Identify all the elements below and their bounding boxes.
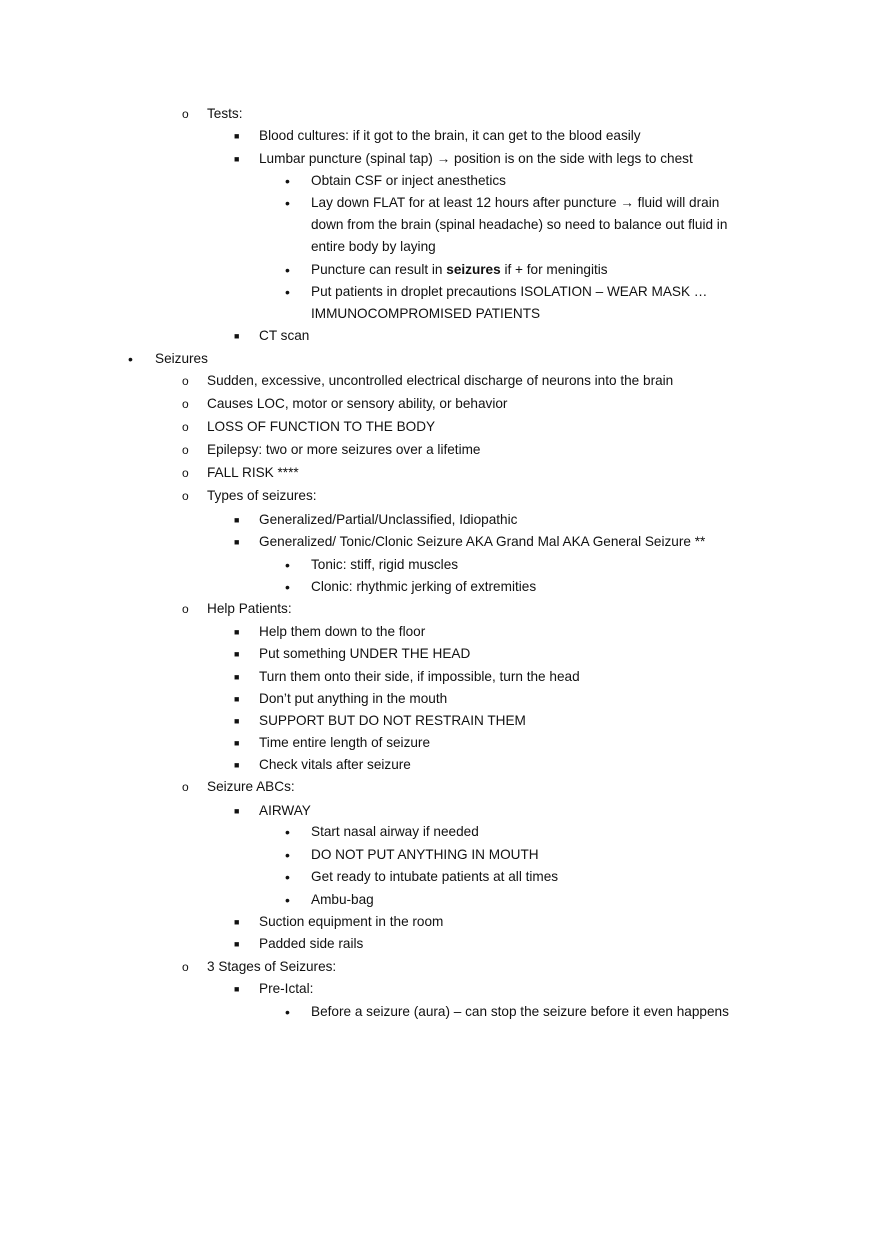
bullet-icon: • bbox=[285, 869, 290, 885]
text-segment: down from the brain (spinal headache) so need to balance out fluid in bbox=[311, 217, 728, 232]
text-segment: Get ready to intubate patients at all times bbox=[311, 869, 559, 884]
list-item-text bbox=[311, 236, 436, 258]
bullet-icon: ■ bbox=[234, 154, 240, 164]
bullet-icon: o bbox=[182, 466, 189, 480]
bullet-icon: o bbox=[182, 780, 189, 794]
bullet-icon: ■ bbox=[234, 515, 240, 525]
text-segment: Seizure ABCs: bbox=[207, 779, 295, 794]
list-item-text bbox=[259, 125, 641, 147]
list-item-text bbox=[259, 531, 705, 553]
list-item-text bbox=[207, 956, 336, 978]
list-item-text bbox=[259, 325, 309, 347]
bullet-icon: ■ bbox=[234, 537, 240, 547]
text-segment: Generalized/Partial/Unclassified, Idiopathic bbox=[259, 512, 518, 527]
text-segment: LOSS OF FUNCTION TO THE BODY bbox=[207, 419, 436, 434]
bullet-icon: • bbox=[285, 824, 290, 840]
text-segment: Check vitals after seizure bbox=[259, 757, 411, 772]
list-item-text bbox=[311, 1001, 729, 1023]
list-item-text bbox=[259, 978, 313, 1000]
bullet-icon: ■ bbox=[234, 627, 240, 637]
list-item-text bbox=[259, 148, 693, 170]
bullet-icon: o bbox=[182, 397, 189, 411]
list-item-text bbox=[311, 214, 727, 236]
list-item-text bbox=[311, 576, 536, 598]
text-segment: IMMUNOCOMPROMISED PATIENTS bbox=[311, 306, 541, 321]
bullet-icon: ■ bbox=[234, 984, 240, 994]
text-segment: AIRWAY bbox=[259, 803, 311, 818]
text-segment: Don’t put anything in the mouth bbox=[259, 691, 448, 706]
text-segment: FALL RISK **** bbox=[207, 465, 299, 480]
list-item-text bbox=[259, 621, 425, 643]
list-item-text bbox=[311, 281, 707, 303]
bullet-icon: o bbox=[182, 420, 189, 434]
list-item-text bbox=[207, 485, 317, 507]
text-segment: Put patients in droplet precautions ISOLATION – WEAR MASK … bbox=[311, 284, 708, 299]
text-segment: Clonic: rhythmic jerking of extremities bbox=[311, 579, 537, 594]
list-item-text bbox=[259, 911, 443, 933]
list-item-text bbox=[259, 710, 526, 732]
text-segment: Pre-Ictal: bbox=[259, 981, 314, 996]
list-item-text bbox=[311, 192, 719, 214]
text-segment: Help Patients: bbox=[207, 601, 292, 616]
bullet-icon: • bbox=[285, 892, 290, 908]
list-item-text bbox=[207, 776, 295, 798]
text-segment: Obtain CSF or inject anesthetics bbox=[311, 173, 506, 188]
text-segment: Blood cultures: if it got to the brain, it can get to the blood easily bbox=[259, 128, 641, 143]
bullet-icon: ■ bbox=[234, 917, 240, 927]
list-item-text bbox=[259, 754, 411, 776]
bullet-icon: • bbox=[285, 195, 290, 211]
list-item-text bbox=[259, 732, 430, 754]
list-item-text bbox=[207, 393, 507, 415]
list-item-text bbox=[207, 439, 481, 461]
text-segment: Types of seizures: bbox=[207, 488, 317, 503]
text-segment: 3 Stages of Seizures: bbox=[207, 959, 337, 974]
bullet-icon: o bbox=[182, 107, 189, 121]
list-item-text bbox=[311, 303, 540, 325]
bullet-icon: • bbox=[285, 557, 290, 573]
text-segment: SUPPORT BUT DO NOT RESTRAIN THEM bbox=[259, 713, 526, 728]
bullet-icon: ■ bbox=[234, 131, 240, 141]
bullet-icon: ■ bbox=[234, 331, 240, 341]
bullet-icon: o bbox=[182, 443, 189, 457]
bullet-icon: ■ bbox=[234, 939, 240, 949]
bullet-icon: ■ bbox=[234, 806, 240, 816]
text-segment: Turn them onto their side, if impossible, turn the head bbox=[259, 669, 580, 684]
text-segment: Time entire length of seizure bbox=[259, 735, 431, 750]
list-item-text bbox=[259, 933, 363, 955]
bullet-icon: • bbox=[285, 262, 290, 278]
bullet-icon: ■ bbox=[234, 716, 240, 726]
text-segment: Epilepsy: two or more seizures over a lifetime bbox=[207, 442, 481, 457]
list-item-text bbox=[259, 509, 517, 531]
list-item-text bbox=[311, 259, 608, 281]
text-segment: Start nasal airway if needed bbox=[311, 824, 479, 839]
text-segment: Suction equipment in the room bbox=[259, 914, 444, 929]
text-segment: Causes LOC, motor or sensory ability, or behavior bbox=[207, 396, 508, 411]
list-item-text bbox=[259, 800, 311, 822]
bullet-icon: o bbox=[182, 960, 189, 974]
text-segment: Padded side rails bbox=[259, 936, 364, 951]
list-item-text bbox=[207, 103, 243, 125]
list-item-text bbox=[311, 844, 539, 866]
text-segment: if + for meningitis bbox=[500, 262, 608, 277]
text-segment: Puncture can result in bbox=[311, 262, 447, 277]
text-segment: Generalized/ Tonic/Clonic Seizure AKA Grand Mal AKA General Seizure ** bbox=[259, 534, 706, 549]
text-segment: Seizures bbox=[155, 351, 208, 366]
list-item-text bbox=[207, 416, 435, 438]
bullet-icon: o bbox=[182, 489, 189, 503]
bullet-icon: ■ bbox=[234, 738, 240, 748]
text-segment: Ambu-bag bbox=[311, 892, 374, 907]
list-item-text bbox=[259, 666, 580, 688]
text-segment: Help them down to the floor bbox=[259, 624, 426, 639]
list-item-text bbox=[311, 170, 506, 192]
bullet-icon: ■ bbox=[234, 672, 240, 682]
bullet-icon: • bbox=[285, 847, 290, 863]
bullet-icon: • bbox=[285, 173, 290, 189]
list-item-text bbox=[259, 688, 447, 710]
list-item-text bbox=[207, 598, 292, 620]
bullet-icon: ■ bbox=[234, 649, 240, 659]
text-segment: Tests: bbox=[207, 106, 243, 121]
text-segment: Put something UNDER THE HEAD bbox=[259, 646, 471, 661]
bullet-icon: ■ bbox=[234, 760, 240, 770]
list-item-text bbox=[311, 821, 479, 843]
list-item-text bbox=[207, 462, 299, 484]
bullet-icon: • bbox=[128, 351, 133, 367]
bullet-icon: ■ bbox=[234, 694, 240, 704]
text-segment: CT scan bbox=[259, 328, 310, 343]
bullet-icon: • bbox=[285, 1004, 290, 1020]
bullet-icon: • bbox=[285, 284, 290, 300]
list-item-text bbox=[207, 370, 673, 392]
text-segment: Tonic: stiff, rigid muscles bbox=[311, 557, 459, 572]
list-item-text bbox=[311, 866, 558, 888]
text-segment: Before a seizure (aura) – can stop the seizure before it even happens bbox=[311, 1004, 729, 1019]
text-segment: Lumbar puncture (spinal tap) → position is on the side with legs to chest bbox=[259, 151, 693, 166]
bold-text: seizures bbox=[446, 262, 501, 277]
list-item-text bbox=[155, 348, 208, 370]
text-segment: Sudden, excessive, uncontrolled electrical discharge of neurons into the brain bbox=[207, 373, 674, 388]
list-item-text bbox=[259, 643, 470, 665]
text-segment: DO NOT PUT ANYTHING IN MOUTH bbox=[311, 847, 539, 862]
text-segment: entire body by laying bbox=[311, 239, 436, 254]
bullet-icon: • bbox=[285, 579, 290, 595]
bullet-icon: o bbox=[182, 374, 189, 388]
bullet-icon: o bbox=[182, 602, 189, 616]
list-item-text bbox=[311, 889, 374, 911]
list-item-text bbox=[311, 554, 458, 576]
text-segment: Lay down FLAT for at least 12 hours after puncture → fluid will drain bbox=[311, 195, 720, 210]
